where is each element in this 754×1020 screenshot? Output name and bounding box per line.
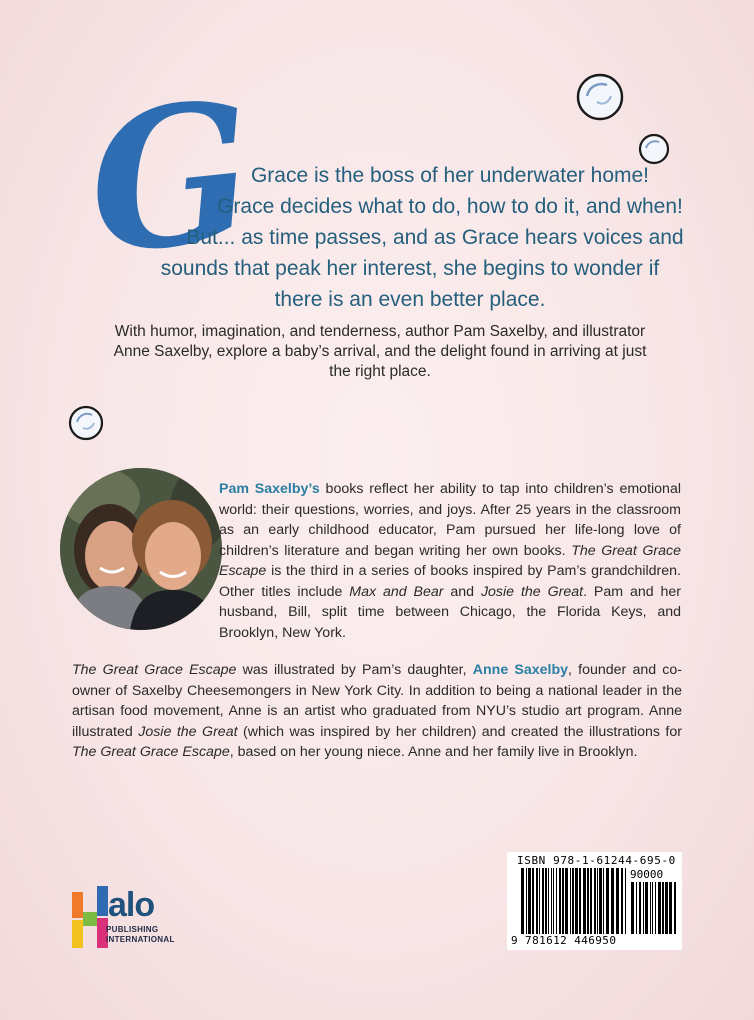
barcode-bar xyxy=(645,882,648,934)
book-title: Josie the Great xyxy=(138,723,238,740)
bio-text: , based on her young niece. Anne and her family live in Brooklyn. xyxy=(229,744,638,760)
bio-text: was illustrated by Pam’s daughter, xyxy=(236,662,473,678)
bio-text: . Pam and her husband, Bill, split time between Chicago, the Florida Keys, and Brooklyn, New York. xyxy=(219,583,682,641)
barcode-bar xyxy=(587,868,589,934)
barcode-bar xyxy=(611,868,614,934)
barcode-bar xyxy=(674,882,676,934)
book-title: The Great Grace Escape xyxy=(72,662,237,678)
author-bio-paragraph xyxy=(219,479,681,643)
barcode-bar xyxy=(532,868,534,934)
bio-text: books reflect her ability to tap into children’s emotional world: their questions, worries, and joys. After 25 years in the classroom as an early childhood educator, Pam pursued her life-long love of children’s literature and began writing her own books. xyxy=(219,481,681,559)
barcode-bar xyxy=(551,868,552,934)
barcode-bar xyxy=(572,868,574,934)
barcode-digits: 9 781612 446950 xyxy=(511,934,617,947)
barcode-bar xyxy=(526,868,527,934)
intro-line: But... as time passes, and as Grace hears voices and xyxy=(186,226,684,249)
book-title: The Great Grace Escape xyxy=(219,542,682,579)
intro-line: there is an even better place. xyxy=(274,288,546,311)
barcode-bar xyxy=(643,882,644,934)
book-title: Josie the Great xyxy=(480,583,584,600)
book-title: Max and Bear xyxy=(349,583,444,600)
illustrator-bio-paragraph xyxy=(72,660,682,763)
barcode-bar xyxy=(579,868,581,934)
bubble-icon xyxy=(575,72,625,122)
barcode-bar xyxy=(528,868,531,934)
barcode-bar xyxy=(636,882,637,934)
bio-text: and xyxy=(443,583,481,600)
barcode-bar xyxy=(548,868,549,934)
barcode-addon-number: 90000 xyxy=(630,868,664,881)
author-photo-illustration xyxy=(60,468,222,630)
barcode-bar xyxy=(575,868,578,934)
barcode-bar xyxy=(625,868,626,934)
barcode-bar xyxy=(570,868,571,934)
barcode-bar xyxy=(662,882,664,934)
barcode-addon-bars xyxy=(631,882,677,934)
intro-line: Grace is the boss of her underwater home! xyxy=(250,164,650,187)
barcode-bar xyxy=(597,868,598,934)
isbn-barcode xyxy=(507,852,682,950)
barcode-bar xyxy=(603,868,604,934)
barcode-bar xyxy=(639,882,641,934)
barcode-bar xyxy=(631,882,634,934)
barcode-bar xyxy=(655,882,656,934)
barcode-bar xyxy=(556,868,557,934)
barcode-bar xyxy=(621,868,623,934)
bio-text: , founder and co-owner of Saxelby Cheesemongers in New York City. In addition to being a national leader in the artisan food movement, Anne is an artist who graduated from NYU’s studio art program. Anne illustrated xyxy=(72,662,682,740)
barcode-bar xyxy=(599,868,602,934)
barcode-bar xyxy=(542,868,544,934)
barcode-bar xyxy=(650,882,651,934)
barcode-bar xyxy=(521,868,524,934)
barcode-bar xyxy=(606,868,609,934)
barcode-bar xyxy=(658,882,661,934)
barcode-bar xyxy=(559,868,561,934)
barcode-bar xyxy=(652,882,653,934)
logo-wordmark: alo xyxy=(108,886,155,924)
barcode-bar xyxy=(539,868,540,934)
barcode-bar xyxy=(545,868,547,934)
book-title: The Great Grace Escape xyxy=(72,744,230,760)
isbn-number: ISBN 978-1-61244-695-0 xyxy=(517,854,676,867)
intro-text xyxy=(130,160,690,315)
barcode-bar xyxy=(594,868,596,934)
logo-subtitle xyxy=(106,925,175,945)
illustrator-name: Anne Saxelby xyxy=(472,662,569,678)
barcode-bar xyxy=(562,868,564,934)
barcode-bar xyxy=(583,868,586,934)
barcode-bar xyxy=(616,868,619,934)
author-name: Pam Saxelby’s xyxy=(219,481,320,497)
intro-line: Grace decides what to do, how to do it, and when! xyxy=(217,195,683,218)
barcode-bar xyxy=(553,868,554,934)
logo-subtitle-line: INTERNATIONAL xyxy=(106,935,175,944)
barcode-bar xyxy=(536,868,538,934)
publisher-logo xyxy=(70,884,210,954)
barcode-bar xyxy=(565,868,568,934)
author-photo xyxy=(60,468,222,630)
logo-subtitle-line: PUBLISHING xyxy=(106,925,159,934)
summary-paragraph: With humor, imagination, and tenderness, author Pam Saxelby, and illustrator Anne Saxelby, explore a baby’s arrival, and the delight found in arriving at just the right place. xyxy=(113,323,647,380)
bubble-icon xyxy=(67,404,105,442)
barcode-bar xyxy=(665,882,668,934)
barcode-bar xyxy=(590,868,592,934)
bio-text: (which was inspired by her children) and created the illustrations for xyxy=(237,723,682,740)
dropcap-letter: G xyxy=(78,58,264,298)
barcode-bar xyxy=(669,882,672,934)
barcode-bars xyxy=(521,868,627,934)
bio-text: is the third in a series of books inspired by Pam’s grandchildren. Other titles include xyxy=(219,563,681,600)
intro-line: sounds that peak her interest, she begins to wonder if xyxy=(160,257,660,280)
